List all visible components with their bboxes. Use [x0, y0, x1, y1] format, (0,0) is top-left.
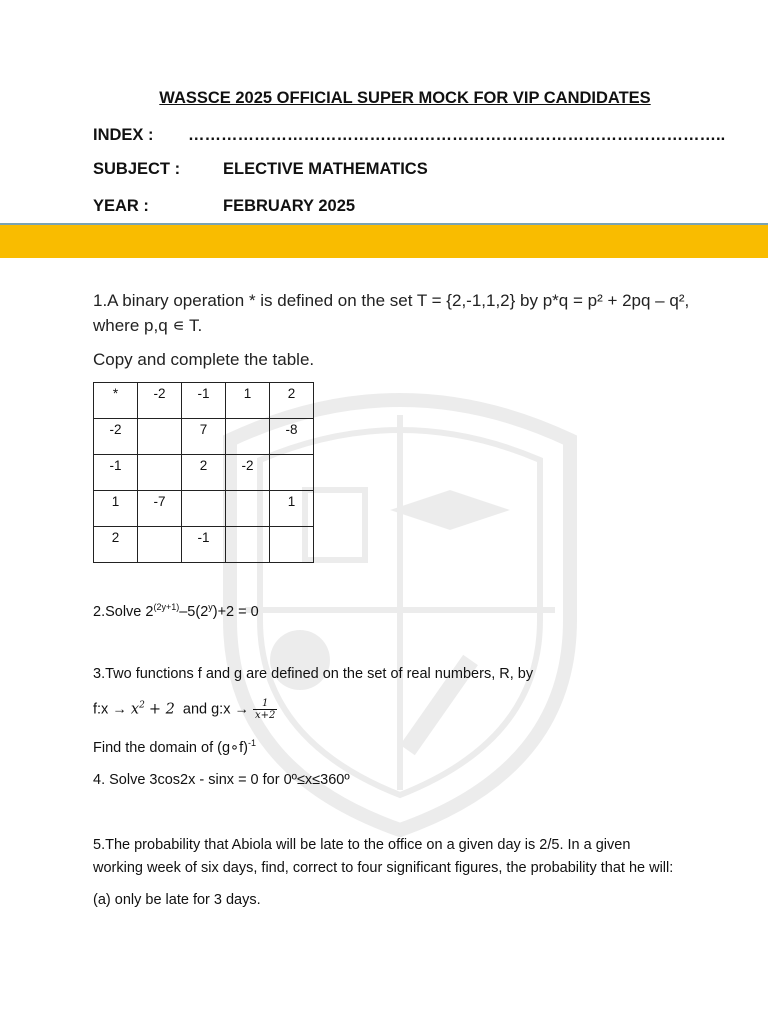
table-cell: 1: [270, 491, 314, 527]
question-5-text: 5.The probability that Abiola will be late to the office on a given day is 2/5. In a given working week of six days, find, correct to four significant figures, the probability that he will:: [93, 837, 674, 876]
question-2-prefix: 2.Solve 2: [93, 603, 154, 620]
function-f-variable: x: [130, 701, 140, 718]
table-row: [94, 419, 314, 455]
table-cell: *: [94, 383, 138, 419]
table-cell: [138, 527, 182, 563]
table-cell: [270, 527, 314, 563]
question-2-middle: –5(2: [179, 603, 209, 620]
function-f-exponent: 2: [139, 700, 145, 711]
table-cell: 1: [94, 491, 138, 527]
year-value: FEBRUARY 2025: [223, 197, 356, 215]
table-row: [94, 455, 314, 491]
question-3-domain: [93, 738, 256, 756]
table-cell: [270, 455, 314, 491]
graduation-cap-icon: [390, 490, 510, 530]
exam-title: WASSCE 2025 OFFICIAL SUPER MOCK FOR VIP CANDIDATES: [159, 89, 651, 107]
table-cell: [226, 491, 270, 527]
index-label: INDEX :: [93, 126, 154, 144]
index-blank: ……………………………………………………………………………………..: [188, 126, 726, 144]
operation-table: [93, 382, 314, 563]
question-2-exponent-2: y: [208, 602, 213, 612]
book-icon: [305, 490, 365, 560]
table-cell: [226, 419, 270, 455]
table-cell: -1: [94, 455, 138, 491]
question-2-exponent-1: (2y+1): [153, 602, 180, 612]
subject-value: ELECTIVE MATHEMATICS: [223, 160, 428, 178]
table-cell: [138, 419, 182, 455]
table-cell: 2: [270, 383, 314, 419]
question-3-intro: 3.Two functions f and g are defined on the set of real numbers, R, by: [93, 666, 534, 682]
question-1-instruction: Copy and complete the table.: [93, 350, 315, 369]
question-4: 4. Solve 3cos2x - sinx = 0 for 0º≤x≤360º: [93, 772, 350, 788]
table-cell: [182, 491, 226, 527]
subject-label: SUBJECT :: [93, 160, 181, 178]
table-cell: 2: [94, 527, 138, 563]
table-cell: 7: [182, 419, 226, 455]
function-f-prefix: f:x →: [93, 701, 127, 718]
question-3-functions: [93, 698, 277, 721]
table-row: [94, 527, 314, 563]
table-cell: -1: [182, 383, 226, 419]
function-f-tail: + 2: [148, 701, 175, 718]
table-cell: 1: [226, 383, 270, 419]
domain-exponent: -1: [247, 738, 256, 748]
question-5-part-a: (a) only be late for 3 days.: [93, 892, 261, 908]
table-cell: -2: [138, 383, 182, 419]
table-cell: -7: [138, 491, 182, 527]
table-cell: -8: [270, 419, 314, 455]
header-divider-band: [0, 223, 768, 258]
question-2-suffix: )+2 = 0: [212, 603, 259, 620]
fraction-denominator: x+2: [255, 710, 276, 721]
table-cell: -1: [182, 527, 226, 563]
function-g-fraction: [253, 698, 277, 721]
table-cell: 2: [182, 455, 226, 491]
table-cell: [226, 527, 270, 563]
domain-text: Find the domain of (g∘f): [93, 739, 248, 756]
question-5: [93, 834, 683, 912]
function-g-prefix: and g:x →: [182, 701, 249, 718]
table-row: [94, 491, 314, 527]
table-cell: -2: [94, 419, 138, 455]
question-1-text: 1.A binary operation * is defined on the set T = {2,-1,1,2} by p*q = p² + 2pq – q², where p,q ∊ T.: [93, 291, 690, 335]
table-cell: -2: [226, 455, 270, 491]
table-row: [94, 383, 314, 419]
table-cell: [138, 455, 182, 491]
question-1: [93, 288, 693, 372]
question-2: [93, 602, 259, 620]
fraction-numerator: 1: [253, 698, 277, 710]
year-label: YEAR :: [93, 197, 149, 215]
